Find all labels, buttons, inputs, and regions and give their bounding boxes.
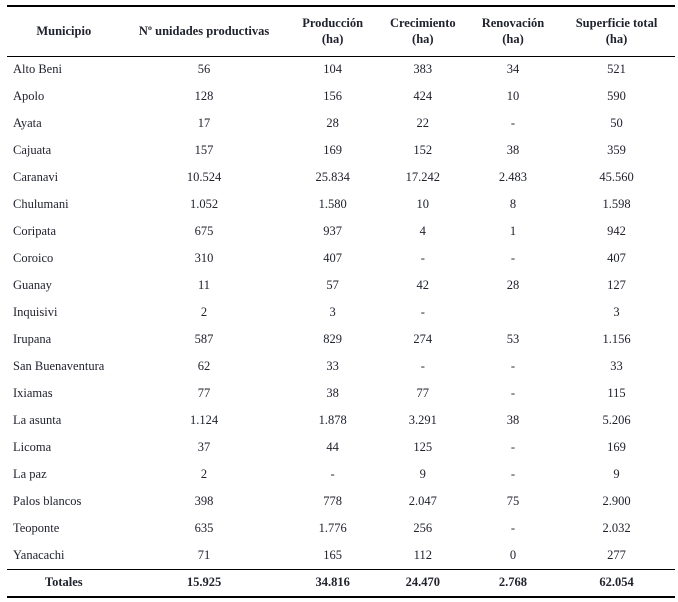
table-header <box>7 6 675 56</box>
value-cell: 407 <box>323 251 342 265</box>
value-cell: 127 <box>607 278 626 292</box>
value-cell: - <box>510 467 516 481</box>
value-cell: 1.580 <box>318 197 347 211</box>
value-cell: 383 <box>413 62 433 77</box>
totals-unidades: 15.925 <box>121 569 288 597</box>
col-header-crecimiento <box>378 6 468 56</box>
production-table <box>7 5 675 598</box>
municipality-cell: Alto Beni <box>13 62 62 77</box>
value-cell: 829 <box>323 332 342 346</box>
value-cell: 169 <box>607 440 626 454</box>
col-header-superficie-unit: (ha) <box>605 32 628 47</box>
value-cell: 50 <box>610 116 623 130</box>
value-cell: 53 <box>506 332 520 346</box>
value-cell: 115 <box>607 386 626 400</box>
value-cell: 407 <box>607 251 626 265</box>
municipality-cell: Chulumani <box>13 197 69 211</box>
value-cell: 5.206 <box>602 413 631 427</box>
col-header-municipio-label: Municipio <box>36 24 92 39</box>
value-cell: 17.242 <box>405 170 440 184</box>
table-row <box>7 380 675 407</box>
table-row <box>7 434 675 461</box>
value-cell: 34 <box>506 62 520 77</box>
value-cell: 424 <box>413 89 433 103</box>
value-cell: 675 <box>194 224 214 238</box>
totals-crecimiento: 24.470 <box>378 569 468 597</box>
value-cell: - <box>510 116 516 130</box>
municipality-cell: Guanay <box>13 278 52 292</box>
table-row <box>7 542 675 569</box>
value-cell: 38 <box>506 143 520 157</box>
value-cell: 71 <box>197 547 211 562</box>
value-cell: 2.483 <box>498 170 528 184</box>
value-cell: 9 <box>613 467 620 481</box>
value-cell: 1.156 <box>602 332 631 346</box>
value-cell: - <box>510 359 516 373</box>
value-cell: 128 <box>194 89 214 103</box>
col-header-crecimiento-label: Crecimiento <box>389 16 456 30</box>
value-cell: 398 <box>194 494 214 508</box>
value-cell: 8 <box>509 197 517 211</box>
value-cell: 56 <box>197 62 211 77</box>
municipality-cell: Inquisivi <box>13 305 58 319</box>
value-cell: - <box>510 440 516 454</box>
municipality-cell: La paz <box>13 467 47 481</box>
value-cell: 310 <box>194 251 214 265</box>
municipality-cell: San Buenaventura <box>13 359 105 373</box>
col-header-unidades-label: Nº unidades productivas <box>138 24 270 39</box>
col-header-unidades-productivas <box>121 6 288 56</box>
table-row <box>7 407 675 434</box>
value-cell: 165 <box>323 547 342 562</box>
col-header-produccion-unit: (ha) <box>321 32 344 47</box>
value-cell: 1.878 <box>318 413 347 427</box>
value-cell: 10.524 <box>186 170 222 184</box>
col-header-produccion-label: Producción <box>302 16 364 30</box>
value-cell: 4 <box>419 224 426 238</box>
value-cell: 38 <box>326 386 339 400</box>
value-cell: 2.047 <box>408 494 437 508</box>
value-cell: 274 <box>413 332 433 346</box>
value-cell: 521 <box>607 62 626 77</box>
value-cell: 1.598 <box>602 197 631 211</box>
value-cell: 169 <box>323 143 342 157</box>
municipality-cell: Ixiamas <box>13 386 53 400</box>
value-cell: 1 <box>509 224 517 238</box>
totals-renovacion: 2.768 <box>468 569 558 597</box>
value-cell: 156 <box>323 89 342 103</box>
value-cell: 587 <box>194 332 214 346</box>
value-cell: - <box>420 251 425 265</box>
table-row <box>7 56 675 83</box>
table-body <box>7 56 675 569</box>
totals-label: Totales <box>7 569 121 597</box>
municipality-cell: Ayata <box>13 116 42 130</box>
municipality-cell: Teoponte <box>13 521 60 535</box>
municipality-cell: Caranavi <box>13 170 59 184</box>
col-header-superficie-total <box>558 6 675 56</box>
value-cell: 590 <box>607 89 626 103</box>
value-cell: 33 <box>610 359 623 373</box>
value-cell: 152 <box>413 143 433 157</box>
table-row <box>7 326 675 353</box>
totals-row <box>7 569 675 597</box>
col-header-produccion <box>288 6 378 56</box>
col-header-renovacion <box>468 6 558 56</box>
table-row <box>7 488 675 515</box>
municipality-cell: Cajuata <box>13 143 52 157</box>
value-cell: 2 <box>200 467 208 481</box>
value-cell: 1.052 <box>189 197 219 211</box>
value-cell: 28 <box>506 278 520 292</box>
municipality-cell: Palos blancos <box>13 494 82 508</box>
value-cell: 2.900 <box>602 494 631 508</box>
value-cell: 1.776 <box>318 521 347 535</box>
value-cell: 22 <box>416 116 430 130</box>
value-cell: 104 <box>323 62 342 77</box>
col-header-superficie-label: Superficie total <box>575 16 658 30</box>
value-cell: 45.560 <box>599 170 634 184</box>
value-cell: 17 <box>197 116 211 130</box>
value-cell: 25.834 <box>315 170 350 184</box>
value-cell: 44 <box>326 440 339 454</box>
municipality-cell: Apolo <box>13 89 45 103</box>
table-row <box>7 245 675 272</box>
totals-produccion: 34.816 <box>288 569 378 597</box>
value-cell: 37 <box>197 440 211 454</box>
value-cell: 10 <box>416 197 430 211</box>
table-row <box>7 137 675 164</box>
table-row <box>7 515 675 542</box>
table-row <box>7 461 675 488</box>
value-cell: 77 <box>416 386 430 400</box>
value-cell: 157 <box>194 143 214 157</box>
municipality-cell: Coripata <box>13 224 57 238</box>
col-header-crecimiento-unit: (ha) <box>412 32 434 47</box>
value-cell <box>468 299 558 326</box>
value-cell: 10 <box>506 89 520 103</box>
col-header-renovacion-unit: (ha) <box>502 32 524 47</box>
table-row <box>7 110 675 137</box>
value-cell: 77 <box>197 386 211 400</box>
value-cell: 112 <box>413 547 432 562</box>
table-footer <box>7 569 675 597</box>
value-cell: 942 <box>607 224 626 238</box>
totals-superficie: 62.054 <box>558 569 675 597</box>
table-row <box>7 353 675 380</box>
value-cell: 9 <box>419 467 426 481</box>
value-cell: 3.291 <box>408 413 437 427</box>
value-cell: 62 <box>197 359 211 373</box>
value-cell: 57 <box>326 278 339 292</box>
value-cell: 11 <box>198 278 211 292</box>
table-row <box>7 83 675 110</box>
value-cell: 33 <box>326 359 339 373</box>
table-row <box>7 299 675 326</box>
table-container <box>7 5 675 598</box>
value-cell: 1.124 <box>189 413 219 427</box>
municipality-cell: Coroico <box>13 251 54 265</box>
col-header-municipio <box>7 6 121 56</box>
value-cell: 3 <box>329 305 336 319</box>
value-cell: 277 <box>607 547 626 562</box>
value-cell: 937 <box>323 224 342 238</box>
value-cell: 635 <box>194 521 214 535</box>
table-row <box>7 191 675 218</box>
value-cell: 778 <box>323 494 342 508</box>
col-header-renovacion-label: Renovación <box>481 16 545 30</box>
municipality-cell: Irupana <box>13 332 52 346</box>
table-row <box>7 272 675 299</box>
table-row <box>7 164 675 191</box>
value-cell: 38 <box>506 413 520 427</box>
municipality-cell: Yanacachi <box>13 547 65 562</box>
municipality-cell: Licoma <box>13 440 52 454</box>
value-cell: 0 <box>509 547 517 562</box>
value-cell: 125 <box>413 440 433 454</box>
value-cell: - <box>420 305 425 319</box>
value-cell: 42 <box>416 278 430 292</box>
value-cell: - <box>510 251 516 265</box>
value-cell: 2.032 <box>602 521 631 535</box>
value-cell: 2 <box>200 305 208 319</box>
value-cell: - <box>330 467 335 481</box>
table-row <box>7 218 675 245</box>
value-cell: 256 <box>413 521 433 535</box>
value-cell: 28 <box>326 116 339 130</box>
municipality-cell: La asunta <box>13 413 62 427</box>
header-row <box>7 6 675 56</box>
value-cell: - <box>510 521 516 535</box>
value-cell: 3 <box>613 305 620 319</box>
value-cell: 359 <box>607 143 626 157</box>
value-cell: 75 <box>506 494 520 508</box>
value-cell: - <box>420 359 425 373</box>
value-cell: - <box>510 386 516 400</box>
